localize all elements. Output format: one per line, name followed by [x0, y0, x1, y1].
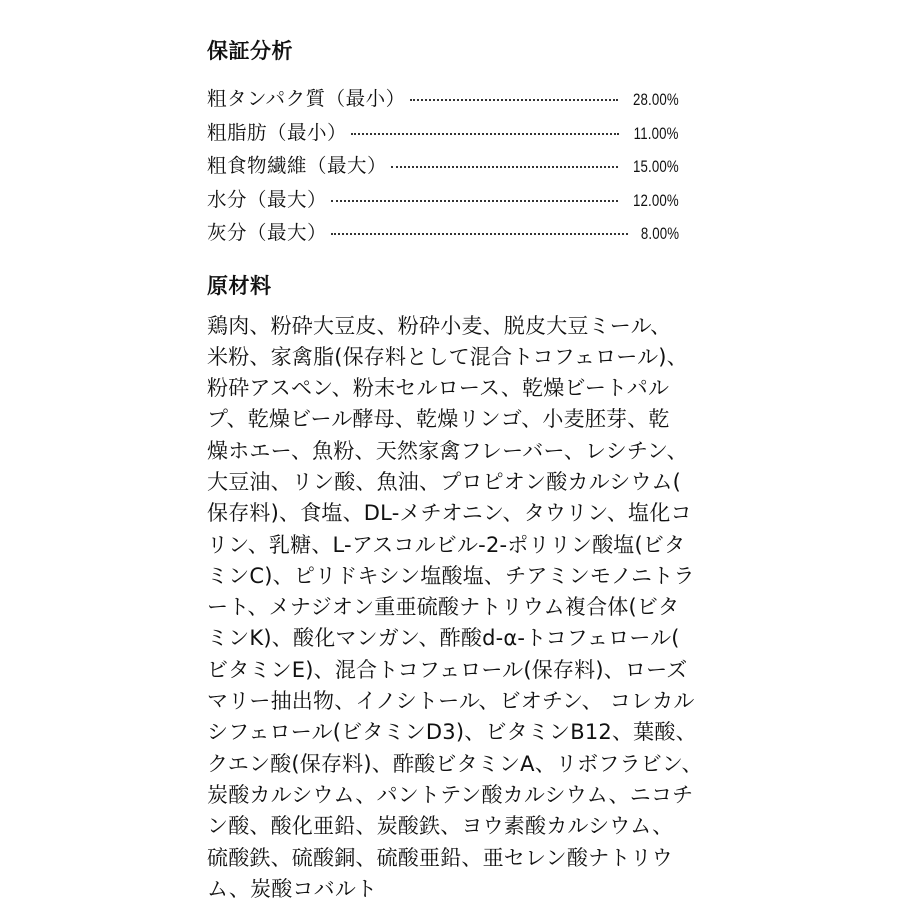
ingredients-line: ミンK)、酸化マンガン、酢酸d-α-トコフェロール( — [207, 623, 697, 654]
ingredients-line: 保存料)、食塩、DL-メチオニン、タウリン、塩化コ — [207, 498, 697, 529]
guaranteed-analysis-table — [207, 83, 679, 251]
ingredients-line: 炭酸カルシウム、パントテン酸カルシウム、ニコチ — [207, 780, 697, 811]
analysis-label: 水分（最大） — [207, 184, 327, 212]
ingredients-heading: 原材料 — [207, 271, 697, 301]
guaranteed-analysis-heading: 保証分析 — [207, 36, 697, 66]
analysis-value: 15.00% — [633, 157, 679, 177]
analysis-value: 12.00% — [633, 191, 679, 211]
ingredients-line: マリー抽出物、イノシトール、ビオチン、 コレカル — [207, 686, 697, 717]
dot-leader — [331, 200, 618, 202]
analysis-label: 粗食物繊維（最大） — [207, 150, 387, 178]
analysis-row-ash — [207, 217, 679, 251]
dot-leader — [410, 99, 619, 101]
ingredients-line: ン酸、酸化亜鉛、炭酸鉄、ヨウ素酸カルシウム、 — [207, 811, 697, 842]
ingredients-line: ート、メナジオン重亜硫酸ナトリウム複合体(ビタ — [207, 592, 697, 623]
ingredients-line: プ、乾燥ビール酵母、乾燥リンゴ、小麦胚芽、乾 — [207, 404, 697, 435]
analysis-value: 11.00% — [634, 124, 679, 144]
ingredients-line: シフェロール(ビタミンD3)、ビタミンB12、葉酸、 — [207, 717, 697, 748]
ingredients-line: ビタミンE)、混合トコフェロール(保存料)、ローズ — [207, 655, 697, 686]
ingredients-line: 大豆油、リン酸、魚油、プロピオン酸カルシウム( — [207, 467, 697, 498]
analysis-row-moisture — [207, 184, 679, 218]
ingredients-line: 粉砕アスペン、粉末セルロース、乾燥ビートパル — [207, 373, 697, 404]
ingredients-line: クエン酸(保存料)、酢酸ビタミンA、リボフラビン、 — [207, 749, 697, 780]
analysis-row-fat — [207, 117, 679, 151]
dot-leader — [351, 133, 619, 135]
analysis-row-protein — [207, 83, 679, 117]
ingredients-line: リン、乳糖、L-アスコルビル-2-ポリリン酸塩(ビタ — [207, 530, 697, 561]
analysis-label: 粗脂肪（最小） — [207, 117, 347, 145]
analysis-value: 8.00% — [641, 224, 679, 244]
ingredients-line: ム、炭酸コバルト — [207, 874, 697, 905]
analysis-label: 粗タンパク質（最小） — [207, 83, 406, 111]
analysis-label: 灰分（最大） — [207, 217, 327, 245]
ingredients-text — [207, 311, 697, 905]
dot-leader — [391, 166, 618, 168]
nutrition-label — [207, 36, 697, 905]
ingredients-line: ミンC)、ピリドキシン塩酸塩、チアミンモノニトラ — [207, 561, 697, 592]
ingredients-line: 米粉、家禽脂(保存料として混合トコフェロール)、 — [207, 342, 697, 373]
ingredients-line: 硫酸鉄、硫酸銅、硫酸亜鉛、亜セレン酸ナトリウ — [207, 843, 697, 874]
analysis-row-fiber — [207, 150, 679, 184]
analysis-value: 28.00% — [633, 90, 679, 110]
ingredients-line: 鶏肉、粉砕大豆皮、粉砕小麦、脱皮大豆ミール、 — [207, 311, 697, 342]
ingredients-line: 燥ホエー、魚粉、天然家禽フレーバー、レシチン、 — [207, 436, 697, 467]
dot-leader — [331, 233, 628, 235]
